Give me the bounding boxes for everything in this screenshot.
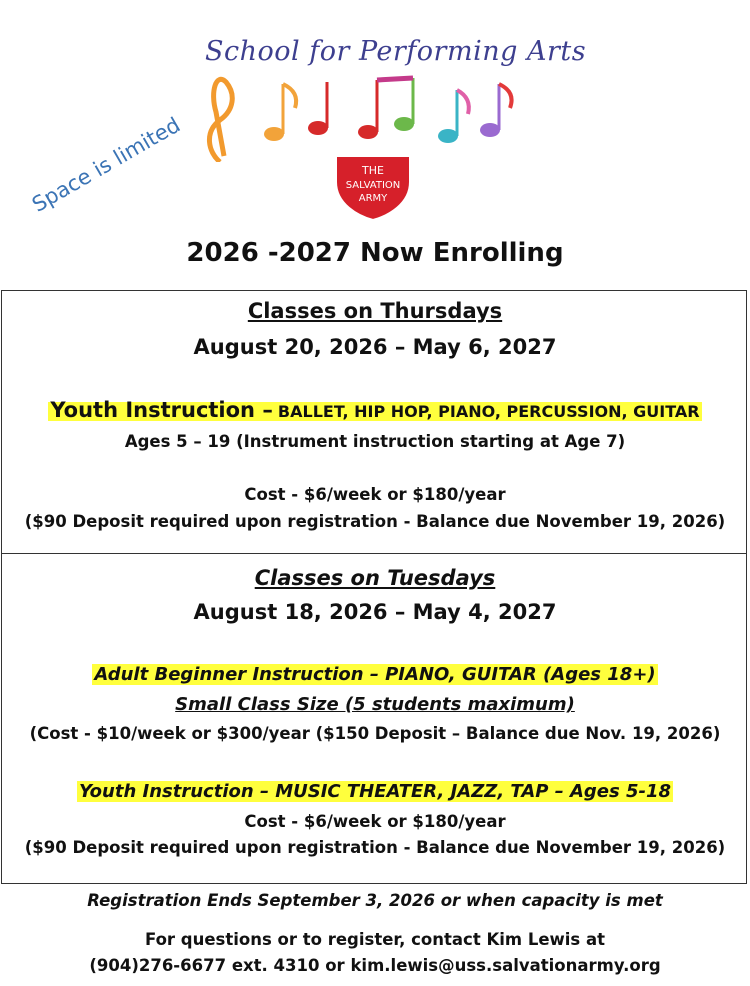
contact-line-1: For questions or to register, contact Kim Lewis at — [144, 930, 606, 949]
thursday-dates: August 20, 2026 – May 6, 2027 — [193, 335, 557, 359]
logo-title: School for Performing Arts — [205, 36, 587, 67]
thursday-ages: Ages 5 – 19 (Instrument instruction starting at Age 7) — [124, 432, 626, 451]
tuesday-youth-line — [2, 781, 748, 802]
shield-text-the: THE — [362, 164, 384, 177]
enroll-title: 2026 -2027 Now Enrolling — [186, 238, 564, 268]
tuesday-adult-cost: (Cost - $10/week or $300/year ($150 Deposit – Balance due Nov. 19, 2026) — [29, 724, 721, 743]
thursday-cost: Cost - $6/week or $180/year — [244, 485, 506, 504]
registration-ends-note: Registration Ends September 3, 2026 or when capacity is met — [87, 891, 663, 910]
tuesday-dates: August 18, 2026 – May 4, 2027 — [193, 600, 557, 624]
thursday-youth-label: Youth Instruction – — [50, 398, 273, 422]
tuesday-adult-instruction: Adult Beginner Instruction – PIANO, GUITAR (Ages 18+) — [94, 664, 656, 685]
tuesday-adult-line — [2, 664, 748, 685]
thursday-deposit: ($90 Deposit required upon registration - Balance due November 19, 2026) — [24, 512, 726, 531]
tuesday-youth-instruction: Youth Instruction – MUSIC THEATER, JAZZ, TAP – Ages 5-18 — [78, 781, 672, 802]
space-limited-note: Space is limited — [28, 112, 185, 217]
tuesday-class-size: Small Class Size (5 students maximum) — [175, 694, 575, 715]
music-staff-icon — [190, 72, 550, 162]
contact-line-2: (904)276-6677 ext. 4310 or kim.lewis@uss.salvationarmy.org — [89, 956, 661, 975]
tuesday-heading: Classes on Tuesdays — [254, 566, 496, 590]
tuesday-youth-deposit: ($90 Deposit required upon registration - Balance due November 19, 2026) — [24, 838, 726, 857]
shield-text-salvation: SALVATION — [345, 180, 401, 191]
shield-text-army: ARMY — [358, 193, 388, 204]
tuesday-youth-cost: Cost - $6/week or $180/year — [244, 812, 506, 831]
thursday-youth-subjects: BALLET, HIP HOP, PIANO, PERCUSSION, GUITAR — [277, 402, 700, 421]
salvation-army-shield-logo — [332, 152, 414, 222]
thursday-heading: Classes on Thursdays — [247, 299, 503, 323]
thursday-youth-line — [2, 398, 748, 422]
tuesday-classes-box — [1, 553, 747, 884]
thursday-classes-box — [1, 290, 747, 554]
